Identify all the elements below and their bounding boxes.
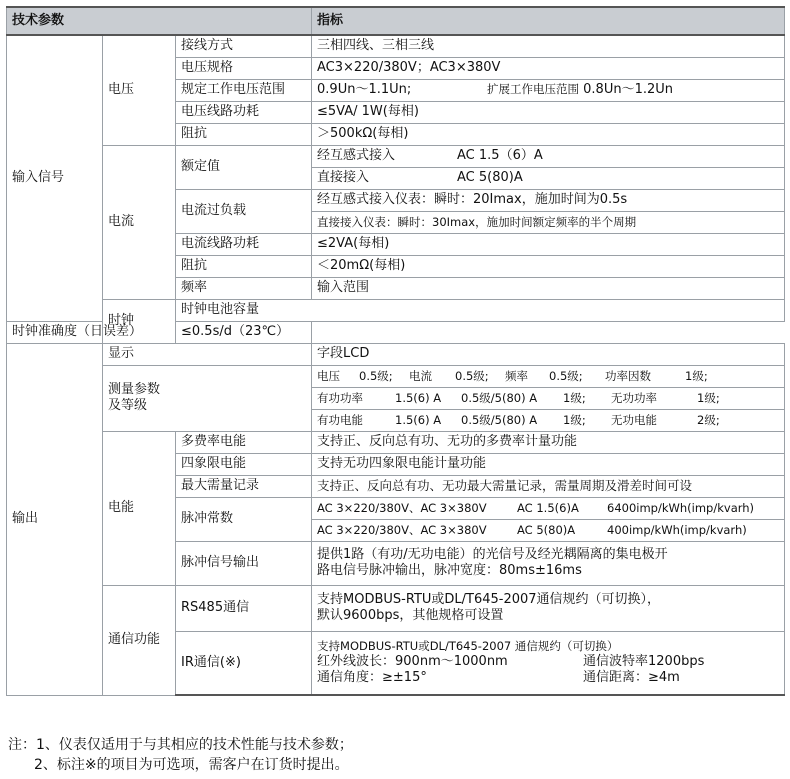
table-row (7, 431, 785, 453)
row-value: 字段LCD (312, 343, 785, 365)
row-value: ＞500kΩ(每相) (312, 123, 785, 145)
row-value: 三相四线、三相三线 (312, 35, 785, 57)
frequency-label: 频率 (176, 277, 312, 299)
pc-text: AC 5(80)A (517, 522, 576, 537)
group-input-signal: 输入信号 (7, 35, 103, 321)
rs485-line-2: 默认9600bps，其他规格可设置 (317, 608, 504, 623)
spec-table (6, 6, 785, 696)
rated-name: 额定值 (176, 145, 312, 189)
acc-text: 0.5级; (359, 368, 393, 383)
table-row (7, 321, 785, 343)
acc-text: 0.5级; (549, 368, 583, 383)
rated-r1-label: 经互感式接入 (317, 147, 396, 163)
row-value: ≤0.5s/d（23℃） (176, 321, 312, 343)
table-header-row (7, 7, 785, 35)
ir-baud: 通信波特率1200bps (583, 653, 705, 669)
row-name: 时钟准确度（日误差） (7, 321, 176, 343)
row-name: 输入范围 (312, 277, 785, 299)
row-value: ≤2VA(每相) (312, 233, 785, 255)
header-spec: 指标 (312, 7, 785, 35)
acc-text: 1.5(6) A (395, 390, 442, 405)
ir-line-1: 支持MODBUS-RTU或DL/T645-2007 通信规约（可切换） (317, 639, 619, 654)
accuracy-line-2 (312, 387, 785, 409)
rated-r1-value: AC 1.5（6）A (457, 147, 543, 163)
row-name: 接线方式 (176, 35, 312, 57)
row-name: 电压规格 (176, 57, 312, 79)
voltage-label: 电压 (103, 35, 176, 145)
voltage-range-value: 0.9Un～1.1Un; (317, 81, 412, 97)
table-row (7, 35, 785, 57)
ir-wavelength: 红外线波长：900nm～1000nm (317, 653, 508, 669)
row-name: RS485通信 (176, 585, 312, 631)
rated-r2-label: 直接接入 (317, 169, 370, 185)
row-value: 支持无功四象限电能计量功能 (312, 453, 785, 475)
row-value: AC3×220/380V；AC3×380V (312, 57, 785, 79)
table-row (7, 585, 785, 631)
row-value: 直接接入仪表：瞬时：30Imax，施加时间额定频率的半个周期 (312, 211, 785, 233)
accuracy-name (103, 365, 312, 431)
acc-text: 2级; (697, 412, 720, 427)
current-label: 电流 (103, 145, 176, 299)
ext-range-value: 0.8Un～1.2Un (583, 81, 674, 97)
pulse-out-value (312, 541, 785, 585)
row-name: 多费率电能 (176, 431, 312, 453)
acc-text: 0.5级; (455, 368, 489, 383)
row-name: 阻抗 (176, 123, 312, 145)
pc-text: AC 3×220/380V、AC 3×380V (317, 500, 487, 515)
row-name: 规定工作电压范围 (176, 79, 312, 101)
group-output: 输出 (7, 343, 103, 695)
acc-text: 1级; (563, 412, 586, 427)
table-row (7, 145, 785, 167)
note-line-2: 2、标注※的项目为可选项，需客户在订货时提出。 (34, 757, 349, 773)
acc-text: 无功功率 (611, 390, 658, 405)
ext-range-label: 扩展工作电压范围 (487, 81, 580, 96)
energy-label: 电能 (103, 431, 176, 585)
rs485-value (312, 585, 785, 631)
note-line-1: 注：1、仪表仅适用于与其相应的技术性能与技术参数； (8, 737, 353, 753)
accuracy-line-3 (312, 409, 785, 431)
acc-text: 电流 (409, 368, 433, 383)
pc-text: 400imp/kWh(imp/kvarh) (607, 522, 747, 537)
row-name: 时钟电池容量 (176, 299, 785, 321)
group-clock: 时钟 (103, 299, 176, 343)
accuracy-line-1 (312, 365, 785, 387)
row-name: IR通信(※) (176, 631, 312, 695)
ir-value (312, 631, 785, 695)
acc-text: 电压 (317, 368, 341, 383)
pulse-const-r2 (312, 519, 785, 541)
row-value (312, 167, 785, 189)
acc-text: 1级; (685, 368, 708, 383)
row-value (312, 79, 785, 101)
row-name: 四象限电能 (176, 453, 312, 475)
table-row (7, 343, 785, 365)
row-value: 经互感式接入仪表：瞬时：20Imax，施加时间为0.5s (312, 189, 785, 211)
rs485-line-1: 支持MODBUS-RTU或DL/T645-2007通信规约（可切换）， (317, 591, 661, 607)
ir-distance: 通信距离：≥4m (583, 669, 680, 685)
pc-text: AC 1.5(6)A (517, 500, 579, 515)
header-param: 技术参数 (7, 7, 312, 35)
acc-text: 0.5级/5(80) A (461, 412, 538, 427)
pulse-out-line-2: 路电信号脉冲输出，脉冲宽度：80ms±16ms (317, 563, 582, 578)
acc-text: 有功功率 (317, 390, 364, 405)
row-value (312, 145, 785, 167)
ir-angle: 通信角度：≥±15° (317, 669, 427, 685)
row-name: 最大需量记录 (176, 475, 312, 497)
acc-text: 功率因数 (605, 368, 652, 383)
pulse-out-line-1: 提供1路（有功/无功电能）的光信号及经光耦隔离的集电极开 (317, 546, 668, 562)
rated-r2-value: AC 5(80)A (457, 169, 523, 185)
pc-text: AC 3×220/380V、AC 3×380V (317, 522, 487, 537)
acc-text: 1级; (563, 390, 586, 405)
row-name: 电流线路功耗 (176, 233, 312, 255)
accuracy-label-2: 及等级 (108, 398, 148, 413)
row-name: 电压线路功耗 (176, 101, 312, 123)
acc-text: 频率 (505, 368, 529, 383)
overload-name: 电流过负载 (176, 189, 312, 233)
row-name: 阻抗 (176, 255, 312, 277)
row-name: 显示 (103, 343, 312, 365)
comm-label: 通信功能 (103, 585, 176, 695)
pc-text: 6400imp/kWh(imp/kvarh) (607, 500, 755, 515)
pulse-const-name: 脉冲常数 (176, 497, 312, 541)
table-row (7, 299, 785, 321)
notes (8, 735, 353, 775)
row-value: 支持正、反向总有功、无功最大需量记录，需量周期及滑差时间可设 (312, 475, 785, 497)
table-row (7, 365, 785, 387)
acc-text: 有功电能 (317, 412, 364, 427)
acc-text: 0.5级/5(80) A (461, 390, 538, 405)
acc-text: 无功电能 (611, 412, 658, 427)
row-value: ≤5VA/ 1W(每相) (312, 101, 785, 123)
acc-text: 1级; (697, 390, 720, 405)
accuracy-label-1: 测量参数 (108, 381, 161, 397)
row-name: 脉冲信号输出 (176, 541, 312, 585)
row-value: 支持正、反向总有功、无功的多费率计量功能 (312, 431, 785, 453)
pulse-const-r1 (312, 497, 785, 519)
row-value: ＜20mΩ(每相) (312, 255, 785, 277)
acc-text: 1.5(6) A (395, 412, 442, 427)
